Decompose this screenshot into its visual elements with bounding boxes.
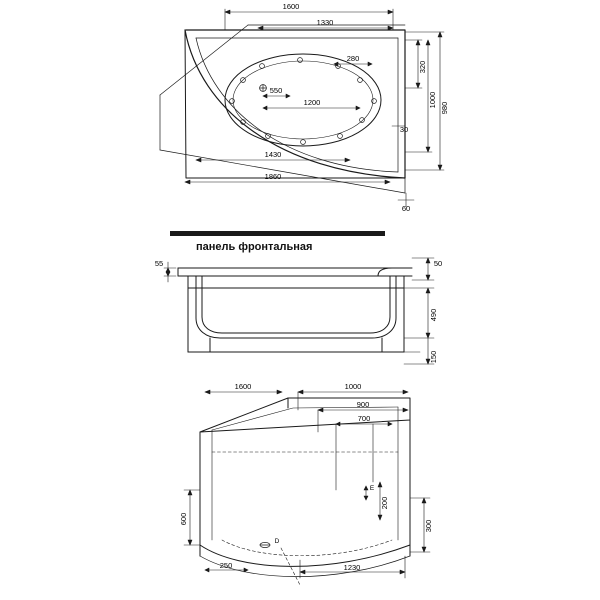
- iso-drain-symbol: [260, 542, 270, 547]
- dim-iso-900: 900: [356, 400, 370, 409]
- dim-top-280: 280: [346, 54, 360, 63]
- dim-iso-200: 200: [380, 496, 389, 510]
- dim-iso-1230: 1230: [343, 563, 361, 572]
- front-view-dimension-lines: [164, 258, 434, 364]
- dim-iso-1600: 1600: [234, 382, 252, 391]
- iso-view-outline: [200, 398, 410, 577]
- dim-front-55: 55: [154, 259, 164, 268]
- dim-iso-300: 300: [424, 519, 433, 533]
- dim-top-1860: 1860: [264, 172, 282, 181]
- dim-iso-1000: 1000: [344, 382, 362, 391]
- dim-iso-E: E: [369, 485, 375, 492]
- dim-top-1600: 1600: [282, 2, 300, 11]
- dim-top-1200: 1200: [303, 98, 321, 107]
- dim-iso-D: D: [274, 538, 280, 545]
- front-panel-caption: панель фронтальная: [196, 241, 313, 253]
- dim-top-320: 320: [418, 60, 427, 74]
- dim-top-1330: 1330: [316, 18, 334, 27]
- dim-front-50: 50: [433, 259, 443, 268]
- dim-top-1000: 1000: [428, 91, 437, 109]
- dim-iso-250: 250: [219, 561, 233, 570]
- dim-top-30: 30: [399, 125, 409, 134]
- dim-top-1430: 1430: [264, 150, 282, 159]
- drain-symbol: [260, 85, 267, 92]
- dim-front-490: 490: [429, 308, 438, 322]
- iso-dimension-lines: [184, 390, 430, 578]
- front-panel-bar: [170, 231, 385, 236]
- dim-top-60: 60: [401, 204, 411, 213]
- top-view-outline: [160, 25, 405, 193]
- iso-hidden-lines: [212, 452, 398, 585]
- dim-top-550: 550: [269, 86, 283, 95]
- dim-iso-600: 600: [179, 512, 188, 526]
- front-section-outline: [178, 268, 412, 352]
- dim-iso-700: 700: [357, 414, 371, 423]
- dim-top-980: 980: [440, 101, 449, 115]
- dim-front-150: 150: [429, 350, 438, 364]
